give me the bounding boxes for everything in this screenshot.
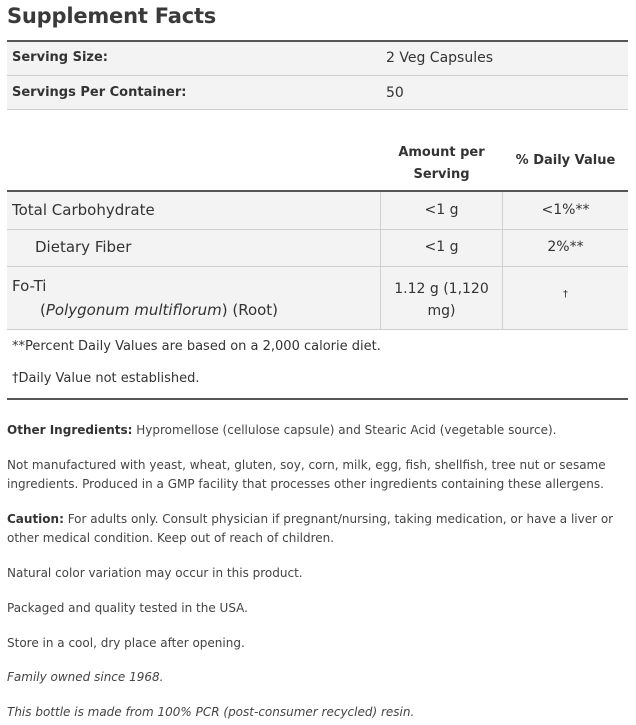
- serving-size-label: Serving Size:: [12, 50, 109, 65]
- foti-name: Fo-Ti: [12, 277, 47, 295]
- page-title: Supplement Facts: [7, 4, 217, 28]
- foti-paren-open: (: [40, 301, 46, 319]
- foti-latin-name: Polygonum multiflorum: [45, 301, 222, 319]
- usa-note: Packaged and quality tested in the USA.: [7, 601, 248, 615]
- table-bottom-rule: [7, 398, 628, 400]
- amount-header-line2: Serving: [413, 167, 470, 182]
- carb-amount: <1 g: [424, 202, 459, 218]
- daily-value-header: % Daily Value: [515, 153, 616, 168]
- foti-amount-line1: 1.12 g (1,120: [394, 281, 489, 297]
- other-ingredients: [7, 421, 625, 440]
- caution-statement: [7, 510, 625, 548]
- servings-per-container-label: Servings Per Container:: [12, 85, 187, 100]
- carb-name: Total Carbohydrate: [12, 201, 155, 219]
- other-ingredients-label: Other Ingredients:: [7, 423, 133, 437]
- amount-per-serving-header: [381, 142, 502, 186]
- foti-amount-line2: mg): [427, 303, 456, 319]
- amount-column-separator-right: [502, 192, 503, 329]
- footnote-dv-basis: **Percent Daily Values are based on a 2,000 calorie diet.: [12, 339, 381, 354]
- foti-amount: [381, 278, 502, 322]
- caution-label: Caution:: [7, 512, 64, 526]
- storage-note: Store in a cool, dry place after opening.: [7, 636, 245, 650]
- carb-dv: <1%**: [541, 202, 590, 218]
- foti-part: ) (Root): [221, 301, 279, 319]
- amount-header-line1: Amount per: [398, 145, 485, 160]
- fiber-name: Dietary Fiber: [35, 238, 132, 256]
- serving-size-value: 2 Veg Capsules: [386, 50, 494, 66]
- fiber-dv: 2%**: [547, 239, 584, 255]
- serving-bottom-rule: [7, 109, 628, 110]
- servings-per-container-value: 50: [386, 85, 404, 101]
- caution-text: For adults only. Consult physician if pregnant/nursing, taking medication, or have a liver or other medical condition. Keep out of reach of children.: [7, 512, 614, 545]
- foti-divider: [7, 329, 628, 330]
- other-ingredients-text: Hypromellose (cellulose capsule) and Stearic Acid (vegetable source).: [132, 423, 557, 437]
- foti-dv: †: [563, 289, 568, 300]
- foti-botanical: [40, 301, 278, 319]
- color-variation-note: Natural color variation may occur in this product.: [7, 566, 303, 580]
- fiber-amount: <1 g: [424, 239, 459, 255]
- amount-column-separator-left: [380, 192, 381, 329]
- recycled-bottle-note: This bottle is made from 100% PCR (post-consumer recycled) resin.: [7, 705, 415, 719]
- family-owned-note: Family owned since 1968.: [7, 670, 164, 684]
- allergen-statement: Not manufactured with yeast, wheat, gluten, soy, corn, milk, egg, fish, shellfish, tree nut or sesame ingredients. Produced in a GMP facility that processes other ingredients containing these allergens.: [7, 458, 606, 491]
- footnote-not-established: †Daily Value not established.: [12, 371, 200, 386]
